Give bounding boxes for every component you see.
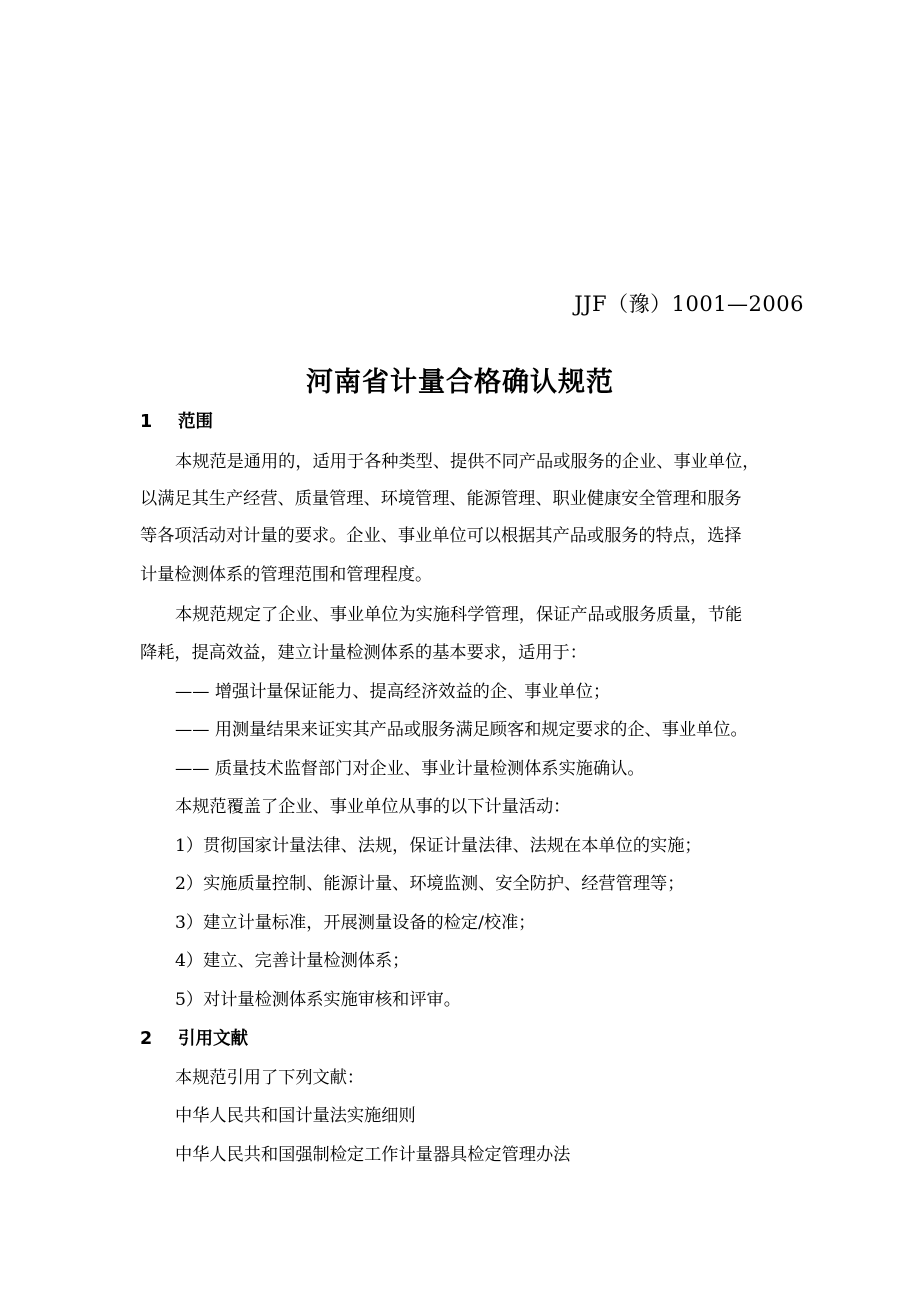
section-title: 引用文献 <box>178 1029 248 1049</box>
dash-list-item: —— 用测量结果来证实其产品或服务满足顾客和规定要求的企、事业单位。 <box>175 720 748 740</box>
numbered-list-item: 1）贯彻国家计量法律、法规，保证计量法律、法规在本单位的实施； <box>175 836 702 856</box>
paragraph-line: 降耗，提高效益，建立计量检测体系的基本要求，适用于： <box>140 643 587 663</box>
dash-list-item: —— 增强计量保证能力、提高经济效益的企、事业单位； <box>175 682 611 702</box>
paragraph-line: 本规范覆盖了企业、事业单位从事的以下计量活动： <box>175 797 571 817</box>
numbered-list-item: 5）对计量检测体系实施审核和评审。 <box>175 990 461 1010</box>
document-title: 河南省计量合格确认规范 <box>306 367 614 398</box>
dash-list-item: —— 质量技术监督部门对企业、事业计量检测体系实施确认。 <box>175 759 645 779</box>
section-title: 范围 <box>178 412 213 432</box>
section-number: 2 <box>140 1029 153 1049</box>
paragraph-line: 本规范是通用的，适用于各种类型、提供不同产品或服务的企业、事业单位， <box>175 452 760 472</box>
paragraph-line: 本规范规定了企业、事业单位为实施科学管理，保证产品或服务质量，节能 <box>175 605 743 625</box>
document-code: JJF（豫）1001—2006 <box>574 292 804 316</box>
paragraph-line: 以满足其生产经营、质量管理、环境管理、能源管理、职业健康安全管理和服务 <box>140 489 742 509</box>
reference-item: 中华人民共和国强制检定工作计量器具检定管理办法 <box>175 1145 571 1165</box>
section-2-heading <box>140 1027 248 1051</box>
section-number: 1 <box>140 412 153 432</box>
numbered-list-item: 4）建立、完善计量检测体系； <box>175 951 410 971</box>
reference-item: 中华人民共和国计量法实施细则 <box>175 1106 416 1126</box>
paragraph-line: 本规范引用了下列文献： <box>175 1068 365 1088</box>
paragraph-line: 等各项活动对计量的要求。企业、事业单位可以根据其产品或服务的特点，选择 <box>140 526 742 546</box>
numbered-list-item: 3）建立计量标准，开展测量设备的检定/校准； <box>175 913 536 933</box>
section-1-heading <box>140 410 213 434</box>
numbered-list-item: 2）实施质量控制、能源计量、环境监测、安全防护、经营管理等； <box>175 874 685 894</box>
paragraph-line: 计量检测体系的管理范围和管理程度。 <box>140 565 433 585</box>
